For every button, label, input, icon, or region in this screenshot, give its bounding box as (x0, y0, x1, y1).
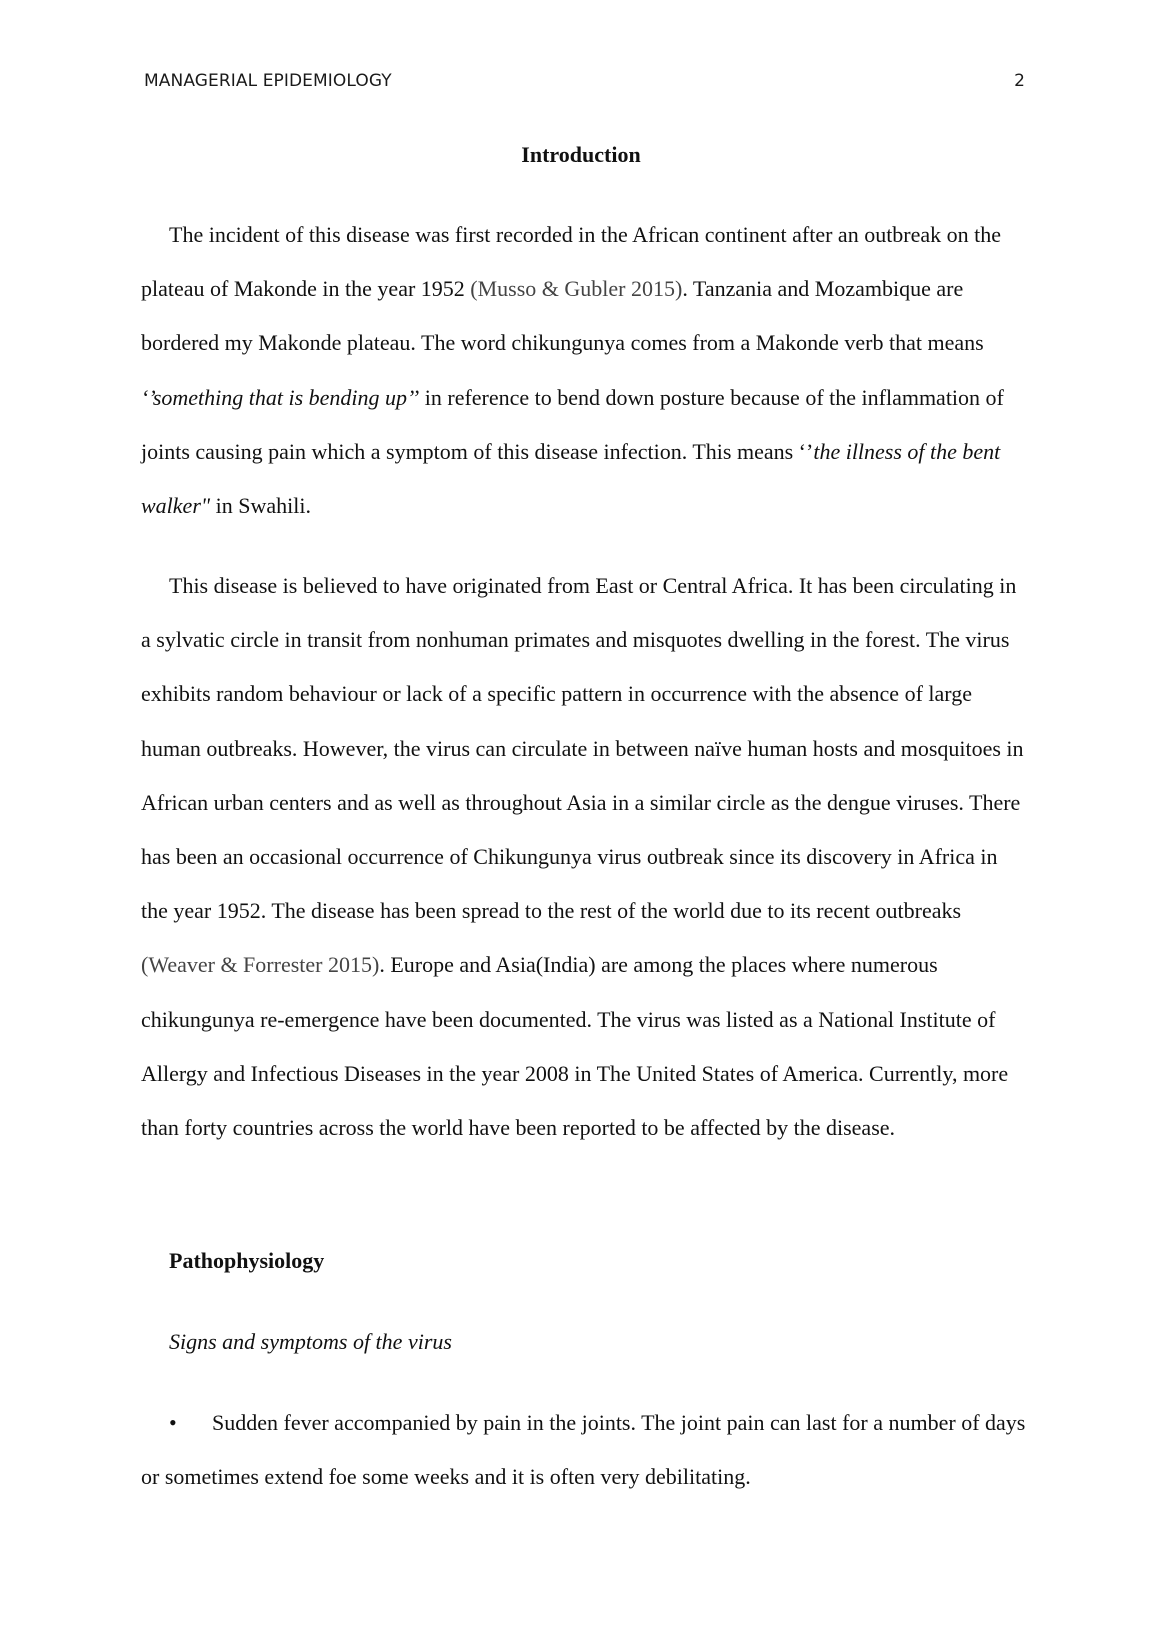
para1-text-2: . Tanzania and Mozambique are bordered my Makonde plateau. The word chikungunya comes from a Makonde verb that means (141, 276, 984, 356)
citation-weaver-forrester: (Weaver & Forrester 2015) (141, 952, 380, 978)
paragraph-introduction-2 (141, 559, 1026, 1155)
page-number: 2 (1014, 71, 1025, 91)
running-head: MANAGERIAL EPIDEMIOLOGY (144, 71, 392, 91)
para1-text-3: in reference to bend down posture because of the inflammation of joints causing pain which a symptom of this disease infection. This means (141, 384, 1004, 464)
bullet-list-item (141, 1396, 1026, 1504)
para2-text-2: . Europe and Asia(India) are among the places where numerous chikungunya re-emergence have been documented. The virus was listed as a National Institute of Allergy and Infectious Diseases in the year 2008 in The United States of America. Currently, more than forty countries across the world have been reported to be affected by the disease. (141, 952, 1009, 1141)
quote-bending-up: ‘’something that is bending up’’ (141, 384, 420, 410)
bullet-marker: • (169, 1410, 177, 1435)
bullet-text: Sudden fever accompanied by pain in the joints. The joint pain can last for a number of days or sometimes extend foe some weeks and it is often very debilitating. (141, 1410, 1026, 1490)
citation-musso-gubler: (Musso & Gubler 2015) (470, 276, 683, 302)
paragraph-introduction-1 (141, 208, 1026, 533)
para1-text-1: The incident of this disease was first recorded in the African continent after an outbreak on the plateau of Makonde in the year 1952 (141, 222, 1002, 302)
quote-bent-walker: the illness of the bent walker" (141, 438, 1001, 519)
quote-open-marks: ‘’ (798, 438, 814, 464)
subsection-heading-signs: Signs and symptoms of the virus (169, 1329, 452, 1354)
para2-text-1: This disease is believed to have originated from East or Central Africa. It has been circulating in a sylvatic circle in transit from nonhuman primates and misquotes dwelling in the forest. The virus exhibits random behaviour or lack of a specific pattern in occurrence with the absence of large human outbreaks. However, the virus can circulate in between naïve human hosts and mosquitoes in African urban centers and as well as throughout Asia in a similar circle as the dengue viruses. There has been an occasional occurrence of Chikungunya virus outbreak since its discovery in Africa in the year 1952. The disease has been spread to the rest of the world due to its recent outbreaks (141, 573, 1024, 924)
section-heading-pathophysiology: Pathophysiology (169, 1248, 325, 1273)
page-title: Introduction (521, 142, 641, 167)
para1-text-4: in Swahili. (210, 493, 311, 519)
